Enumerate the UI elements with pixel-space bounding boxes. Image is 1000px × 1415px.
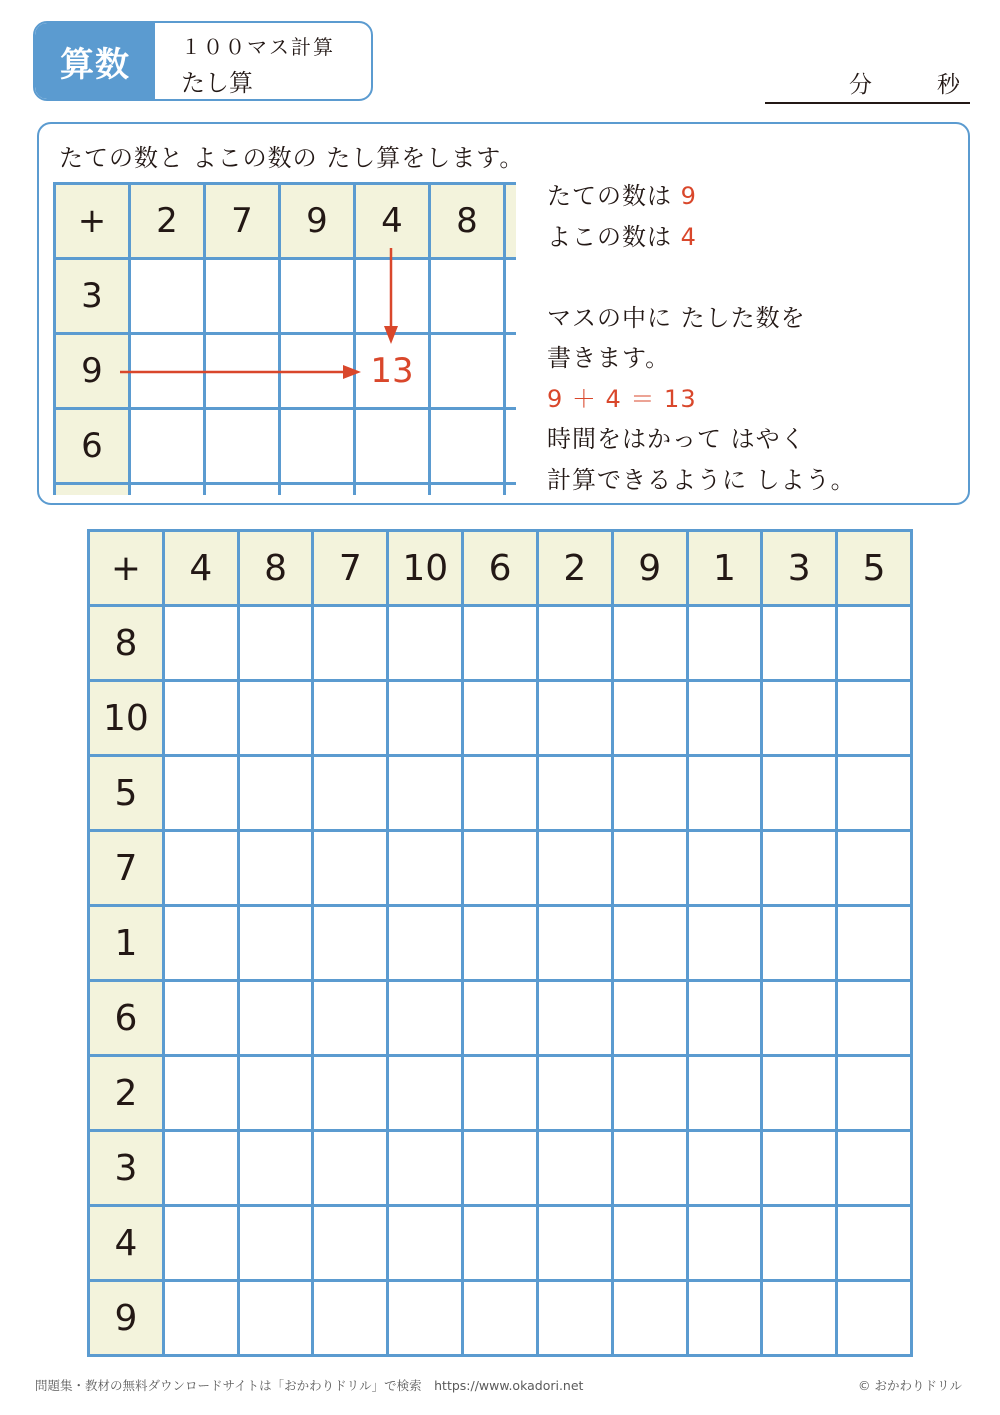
answer-cell[interactable] [388, 606, 463, 681]
down-arrow-icon [384, 248, 398, 344]
grid-row [89, 1206, 912, 1281]
col-header: 4 [163, 531, 238, 606]
col-value: 2 [156, 201, 178, 241]
row-header: 3 [89, 1131, 164, 1206]
grid-row [89, 1131, 912, 1206]
answer-cell[interactable] [612, 1131, 687, 1206]
col-header: 8 [238, 531, 313, 606]
answer-cell[interactable] [463, 1056, 538, 1131]
explanation-text [547, 176, 856, 500]
answer-cell[interactable] [163, 681, 238, 756]
minutes-label: 分 [849, 72, 872, 98]
answer-cell[interactable] [238, 981, 313, 1056]
answer-cell[interactable] [837, 831, 912, 906]
answer-cell[interactable] [163, 1281, 238, 1356]
answer-cell[interactable] [463, 756, 538, 831]
col-header: 1 [687, 531, 762, 606]
horizontal-number-line [547, 217, 856, 258]
row-header: 2 [89, 1056, 164, 1131]
addition-grid [87, 529, 913, 1355]
answer-cell[interactable] [537, 1131, 612, 1206]
answer-cell[interactable] [388, 1281, 463, 1356]
row-header: 8 [89, 606, 164, 681]
row-header: 10 [89, 681, 164, 756]
grid-row [89, 1056, 912, 1131]
answer-cell[interactable] [313, 606, 388, 681]
answer-cell[interactable] [612, 1206, 687, 1281]
col-value: 4 [381, 201, 403, 241]
answer-cell[interactable] [163, 981, 238, 1056]
explanation-line: マスの中に たした数を [547, 303, 806, 332]
footer-site-info: 問題集・教材の無料ダウンロードサイトは「おかわりドリル」で検索 https://www.okadori.net [35, 1378, 584, 1393]
col-value: 7 [231, 201, 253, 241]
answer-cell[interactable] [837, 756, 912, 831]
subject-label: 算数 [35, 23, 155, 99]
answer-cell[interactable] [463, 1281, 538, 1356]
row-header: 4 [89, 1206, 164, 1281]
plus-sign: + [77, 201, 107, 241]
answer-cell[interactable] [837, 681, 912, 756]
seconds-label: 秒 [937, 72, 960, 98]
row-header: 7 [89, 831, 164, 906]
answer-cell[interactable] [238, 1281, 313, 1356]
row-header: 6 [89, 981, 164, 1056]
answer-cell[interactable] [313, 681, 388, 756]
col-header: 6 [463, 531, 538, 606]
answer-cell[interactable] [612, 906, 687, 981]
row-value: 6 [81, 426, 103, 466]
col-header: 2 [537, 531, 612, 606]
answer-cell[interactable] [687, 1206, 762, 1281]
answer-cell[interactable] [537, 981, 612, 1056]
answer-cell[interactable] [837, 1206, 912, 1281]
answer-cell[interactable] [612, 1056, 687, 1131]
answer-cell[interactable] [463, 606, 538, 681]
answer-cell[interactable] [762, 906, 837, 981]
grid-row [89, 681, 912, 756]
answer-cell[interactable] [537, 1206, 612, 1281]
answer-cell[interactable] [687, 906, 762, 981]
answer-cell[interactable] [238, 1206, 313, 1281]
answer-cell[interactable] [612, 1281, 687, 1356]
answer-cell[interactable] [687, 1281, 762, 1356]
col-header: 9 [612, 531, 687, 606]
answer-cell[interactable] [762, 1281, 837, 1356]
answer-cell[interactable] [537, 831, 612, 906]
answer-cell[interactable] [238, 681, 313, 756]
grid-row [89, 1281, 912, 1356]
grid-row [89, 831, 912, 906]
label: たての数は [547, 182, 681, 210]
footer-copyright: © おかわりドリル [858, 1378, 962, 1393]
explanation-line: 書きます。 [547, 344, 671, 372]
answer-cell[interactable] [837, 606, 912, 681]
answer-cell[interactable] [762, 981, 837, 1056]
col-header: 5 [837, 531, 912, 606]
answer-cell[interactable] [762, 1131, 837, 1206]
answer-cell[interactable] [313, 831, 388, 906]
answer-value: 13 [370, 351, 414, 391]
answer-cell[interactable] [163, 906, 238, 981]
col-header: 10 [388, 531, 463, 606]
row-header: 9 [89, 1281, 164, 1356]
answer-cell[interactable] [388, 756, 463, 831]
answer-cell[interactable] [687, 606, 762, 681]
answer-cell[interactable] [837, 1281, 912, 1356]
answer-cell[interactable] [762, 1056, 837, 1131]
answer-cell[interactable] [837, 1056, 912, 1131]
answer-cell[interactable] [687, 1056, 762, 1131]
row-header: 5 [89, 756, 164, 831]
answer-cell[interactable] [163, 1056, 238, 1131]
answer-cell[interactable] [163, 1206, 238, 1281]
answer-cell[interactable] [762, 681, 837, 756]
grid-table [87, 529, 913, 1357]
grid-row [89, 981, 912, 1056]
answer-cell[interactable] [463, 906, 538, 981]
answer-cell[interactable] [537, 681, 612, 756]
answer-cell[interactable] [762, 606, 837, 681]
answer-cell[interactable] [612, 606, 687, 681]
answer-cell[interactable] [238, 831, 313, 906]
spacer [547, 257, 856, 298]
right-arrow-icon [120, 365, 361, 379]
answer-cell[interactable] [612, 831, 687, 906]
col-header: 3 [762, 531, 837, 606]
instruction-text: たての数と よこの数の たし算をします。 [59, 144, 525, 172]
answer-cell[interactable] [238, 756, 313, 831]
horizontal-value: 4 [680, 222, 697, 251]
answer-cell[interactable] [313, 1056, 388, 1131]
answer-cell[interactable] [837, 1131, 912, 1206]
answer-cell[interactable] [762, 756, 837, 831]
answer-cell[interactable] [537, 756, 612, 831]
arrow-icons [53, 182, 523, 502]
title-badge [33, 21, 373, 101]
answer-cell[interactable] [313, 1281, 388, 1356]
answer-cell[interactable] [537, 1281, 612, 1356]
answer-cell[interactable] [313, 906, 388, 981]
answer-cell[interactable] [238, 1056, 313, 1131]
example-panel [37, 122, 970, 505]
col-value: 9 [306, 201, 328, 241]
answer-cell[interactable] [463, 981, 538, 1056]
answer-cell[interactable] [388, 1131, 463, 1206]
answer-cell[interactable] [762, 1206, 837, 1281]
vertical-number-line [547, 176, 856, 217]
example-equation: 9 ＋ 4 ＝ 13 [547, 384, 697, 413]
row-value: 3 [81, 276, 103, 316]
col-header: 7 [313, 531, 388, 606]
vertical-value: 9 [680, 182, 697, 210]
answer-cell[interactable] [388, 681, 463, 756]
time-record-field[interactable] [765, 66, 970, 104]
answer-cell[interactable] [687, 681, 762, 756]
grid-row [89, 606, 912, 681]
answer-cell[interactable] [238, 906, 313, 981]
explanation-line: 時間をはかって はやく [547, 425, 806, 453]
explanation-line: 計算できるように しよう。 [547, 465, 856, 494]
answer-cell[interactable] [163, 756, 238, 831]
grid-row [89, 906, 912, 981]
answer-cell[interactable] [537, 1056, 612, 1131]
answer-cell[interactable] [313, 1131, 388, 1206]
answer-cell[interactable] [837, 981, 912, 1056]
label: よこの数は [547, 222, 681, 251]
answer-cell[interactable] [612, 681, 687, 756]
answer-cell[interactable] [687, 981, 762, 1056]
answer-cell[interactable] [463, 681, 538, 756]
grid-row [89, 756, 912, 831]
answer-cell[interactable] [463, 831, 538, 906]
answer-cell[interactable] [612, 756, 687, 831]
corner-cell: + [89, 531, 164, 606]
col-value: 8 [456, 201, 478, 241]
answer-cell[interactable] [687, 756, 762, 831]
answer-cell[interactable] [388, 831, 463, 906]
answer-cell[interactable] [388, 1056, 463, 1131]
answer-cell[interactable] [463, 1206, 538, 1281]
answer-cell[interactable] [238, 1131, 313, 1206]
worksheet-title: たし算 [181, 69, 253, 97]
answer-cell[interactable] [612, 981, 687, 1056]
answer-cell[interactable] [687, 1131, 762, 1206]
worksheet-type: １００マス計算 [181, 35, 335, 59]
answer-cell[interactable] [687, 831, 762, 906]
answer-cell[interactable] [238, 606, 313, 681]
row-header: 1 [89, 906, 164, 981]
answer-cell[interactable] [388, 906, 463, 981]
answer-cell[interactable] [463, 1131, 538, 1206]
answer-cell[interactable] [163, 606, 238, 681]
answer-cell[interactable] [313, 981, 388, 1056]
answer-cell[interactable] [837, 906, 912, 981]
header-row [89, 531, 912, 606]
answer-cell[interactable] [388, 1206, 463, 1281]
row-value: 9 [81, 351, 103, 391]
answer-cell[interactable] [388, 981, 463, 1056]
answer-cell[interactable] [537, 606, 612, 681]
answer-cell[interactable] [313, 756, 388, 831]
answer-cell[interactable] [163, 1131, 238, 1206]
answer-cell[interactable] [163, 831, 238, 906]
answer-cell[interactable] [762, 831, 837, 906]
answer-cell[interactable] [537, 906, 612, 981]
answer-cell[interactable] [313, 1206, 388, 1281]
